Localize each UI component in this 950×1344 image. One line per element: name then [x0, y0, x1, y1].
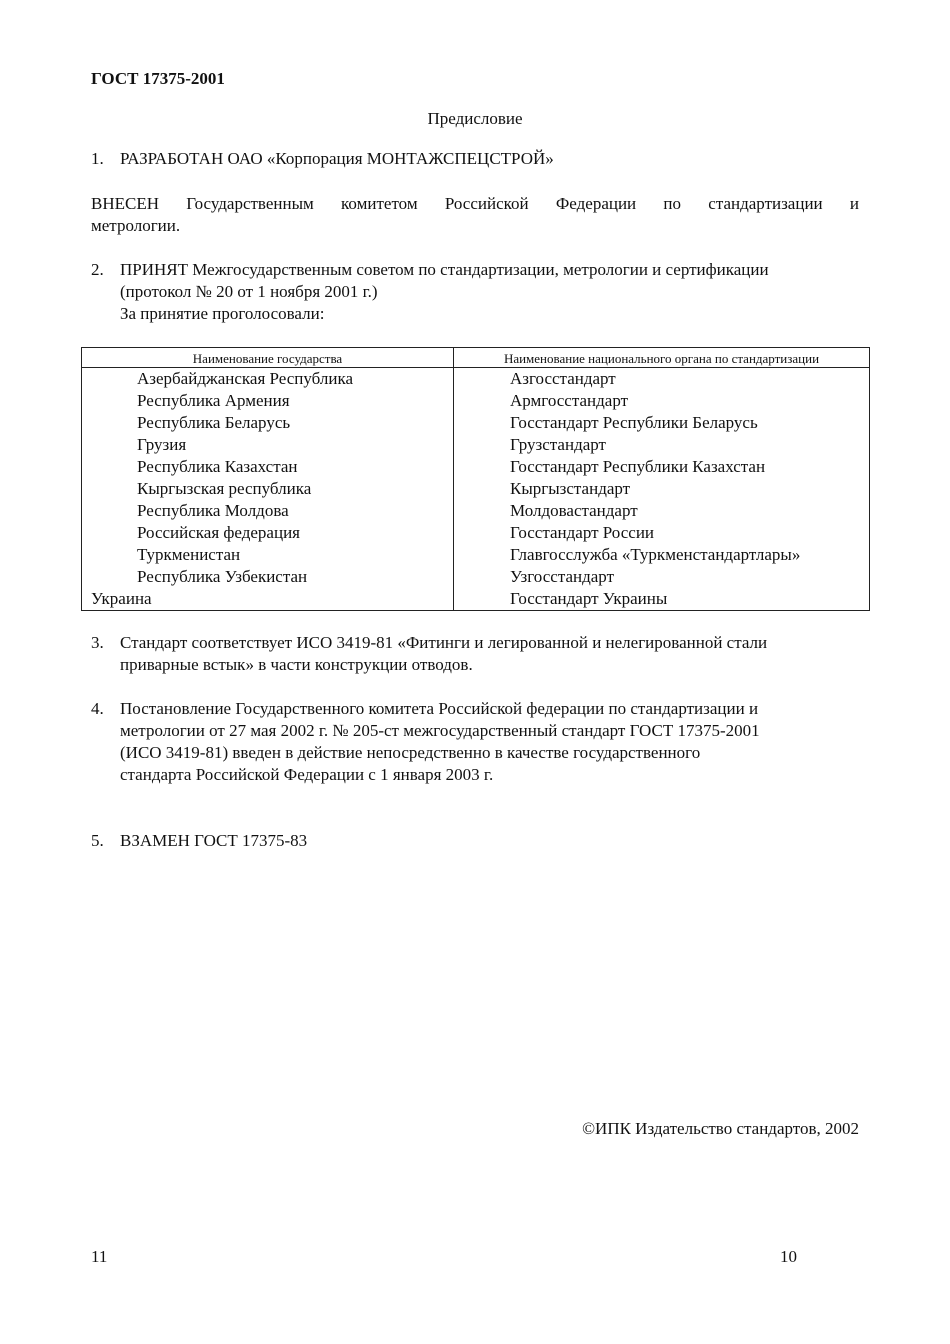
body-cell: Госстандарт Республики Беларусь — [454, 412, 870, 434]
body-cell: Грузстандарт — [454, 434, 870, 456]
item-line-3: За принятие проголосовали: — [120, 304, 325, 323]
page-number-right: 10 — [780, 1247, 797, 1266]
body-cell: Госстандарт России — [454, 522, 870, 544]
state-cell: Республика Армения — [82, 390, 454, 412]
state-cell: Кыргызская республика — [82, 478, 454, 500]
item-number: 3. — [91, 633, 104, 652]
item-line-3: (ИСО 3419-81) введен в действие непосредственно в качестве государственного — [120, 743, 701, 762]
table-row — [82, 434, 870, 456]
item-text — [120, 259, 861, 325]
column-header-state: Наименование государства — [82, 348, 454, 368]
state-cell: Российская федерация — [82, 522, 454, 544]
item-text — [120, 632, 861, 676]
body-cell: Госстандарт Республики Казахстан — [454, 456, 870, 478]
document-code: ГОСТ 17375-2001 — [91, 69, 225, 88]
body-cell: Армгосстандарт — [454, 390, 870, 412]
table-row — [82, 522, 870, 544]
item-5 — [91, 830, 861, 852]
introduced-line-1: ВНЕСЕН Государственным комитетом Российской Федерации по стандартизации и — [91, 194, 859, 213]
item-line-1: Постановление Государственного комитета Российской федерации по стандартизации и — [120, 699, 759, 718]
item-2 — [91, 259, 861, 325]
body-cell: Кыргызстандарт — [454, 478, 870, 500]
section-title: Предисловие — [427, 109, 523, 128]
item-number: 5. — [91, 831, 104, 850]
table-row — [82, 456, 870, 478]
table-row — [82, 566, 870, 588]
table-row — [82, 500, 870, 522]
introduced-paragraph — [91, 193, 859, 237]
table-row — [82, 478, 870, 500]
item-1 — [91, 148, 861, 170]
state-cell: Республика Казахстан — [82, 456, 454, 478]
state-cell: Туркменистан — [82, 544, 454, 566]
item-3 — [91, 632, 861, 676]
item-line-2: приварные встык» в части конструкции отводов. — [120, 655, 473, 674]
state-cell: Украина — [82, 588, 454, 611]
state-cell: Республика Беларусь — [82, 412, 454, 434]
table-header-row — [82, 348, 870, 368]
table-row — [82, 412, 870, 434]
item-line-4: стандарта Российской Федерации с 1 января 2003 г. — [120, 765, 494, 784]
item-number: 1. — [91, 149, 104, 168]
body-cell: Главгосслужба «Туркменстандартлары» — [454, 544, 870, 566]
item-number: 4. — [91, 699, 104, 718]
voting-states-table — [81, 347, 870, 611]
copyright-notice: ©ИПК Издательство стандартов, 2002 — [582, 1119, 859, 1138]
introduced-line-2: метрологии. — [91, 216, 181, 235]
item-text: ВЗАМЕН ГОСТ 17375-83 — [120, 831, 308, 850]
item-4 — [91, 698, 861, 786]
item-line-2: метрологии от 27 мая 2002 г. № 205-ст межгосударственный стандарт ГОСТ 17375-2001 — [120, 721, 760, 740]
table-row — [82, 368, 870, 391]
page-number-left: 11 — [91, 1247, 108, 1266]
state-cell: Республика Молдова — [82, 500, 454, 522]
body-cell: Азгосстандарт — [454, 368, 870, 391]
item-text — [120, 698, 861, 786]
body-cell: Госстандарт Украины — [454, 588, 870, 611]
item-line-2: (протокол № 20 от 1 ноября 2001 г.) — [120, 282, 378, 301]
item-number: 2. — [91, 260, 104, 279]
body-cell: Молдовастандарт — [454, 500, 870, 522]
column-header-body: Наименование национального органа по стандартизации — [454, 348, 870, 368]
state-cell: Республика Узбекистан — [82, 566, 454, 588]
state-cell: Грузия — [82, 434, 454, 456]
item-line-1: Стандарт соответствует ИСО 3419-81 «Фитинги и легированной и нелегированной стали — [120, 633, 768, 652]
body-cell: Узгосстандарт — [454, 566, 870, 588]
item-text: РАЗРАБОТАН ОАО «Корпорация МОНТАЖСПЕЦСТРОЙ» — [120, 149, 554, 168]
table-row — [82, 390, 870, 412]
state-cell: Азербайджанская Республика — [82, 368, 454, 391]
table-row — [82, 588, 870, 611]
item-line-1: ПРИНЯТ Межгосударственным советом по стандартизации, метрологии и сертификации — [120, 260, 769, 279]
table-row — [82, 544, 870, 566]
